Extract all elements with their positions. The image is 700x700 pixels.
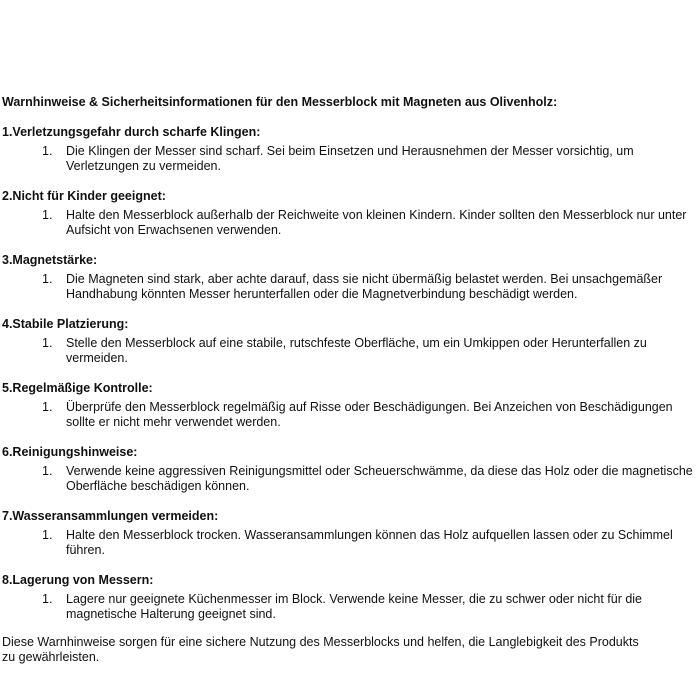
document [2,95,698,665]
section-heading: 1.Verletzungsgefahr durch scharfe Klingen: [2,125,261,139]
section-5 [2,381,698,430]
section-heading: 7.Wasseransammlungen vermeiden: [2,509,219,523]
section-8 [2,573,698,622]
list-item [2,400,698,430]
section-heading: 3.Magnetstärke: [2,253,98,267]
section-7 [2,509,698,558]
list-item-number: 1. [42,464,53,478]
document-title: Warnhinweise & Sicherheitsinformationen für den Messerblock mit Magneten aus Olivenholz: [2,95,558,109]
section-heading: 4.Stabile Platzierung: [2,317,129,331]
list-item [2,592,698,622]
list-item-number: 1. [42,528,53,542]
list-item-text: Lagere nur geeignete Küchenmesser im Block. Verwende keine Messer, die zu schwer oder nicht für die magnetische Halterung geeignet sind. [66,592,643,621]
list-item [2,208,698,238]
list-item [2,464,698,494]
list-item-text: Stelle den Messerblock auf eine stabile, rutschfeste Oberfläche, um ein Umkippen oder Herunterfallen zu vermeiden. [66,336,647,365]
section-heading: 2.Nicht für Kinder geeignet: [2,189,166,203]
section-4 [2,317,698,366]
section-heading: 6.Reinigungshinweise: [2,445,138,459]
section-heading: 5.Regelmäßige Kontrolle: [2,381,153,395]
list-item-text: Halte den Messerblock außerhalb der Reichweite von kleinen Kindern. Kinder sollten den Messerblock nur unter Aufsicht von Erwachsenen verwenden. [66,208,687,237]
list-item-number: 1. [42,336,53,350]
list-item [2,528,698,558]
section-2 [2,189,698,238]
section-3 [2,253,698,302]
list-item-number: 1. [42,400,53,414]
list-item-text: Die Magneten sind stark, aber achte darauf, dass sie nicht übermäßig belastet werden. Bei unsachgemäßer Handhabung könnten Messer herunterfallen oder die Magnetverbindung beschädigt werden. [66,272,663,301]
list-item-number: 1. [42,592,53,606]
section-heading: 8.Lagerung von Messern: [2,573,154,587]
list-item [2,144,698,174]
section-6 [2,445,698,494]
list-item-text: Die Klingen der Messer sind scharf. Sei beim Einsetzen und Herausnehmen der Messer vorsichtig, um Verletzungen zu vermeiden. [66,144,634,173]
list-item [2,272,698,302]
list-item-text: Verwende keine aggressiven Reinigungsmittel oder Scheuerschwämme, da diese das Holz oder die magnetische Oberfläche beschädigen können. [66,464,693,493]
list-item-number: 1. [42,272,53,286]
list-item [2,336,698,366]
list-item-number: 1. [42,208,53,222]
closing-paragraph: Diese Warnhinweise sorgen für eine sichere Nutzung des Messerblocks und helfen, die Langlebigkeit des Produkts zu gewährleisten. [2,635,639,664]
list-item-text: Überprüfe den Messerblock regelmäßig auf Risse oder Beschädigungen. Bei Anzeichen von Beschädigungen sollte er nicht mehr verwendet werden. [66,400,673,429]
section-1 [2,125,698,174]
list-item-number: 1. [42,144,53,158]
list-item-text: Halte den Messerblock trocken. Wasseransammlungen können das Holz aufquellen lassen oder zu Schimmel führen. [66,528,673,557]
